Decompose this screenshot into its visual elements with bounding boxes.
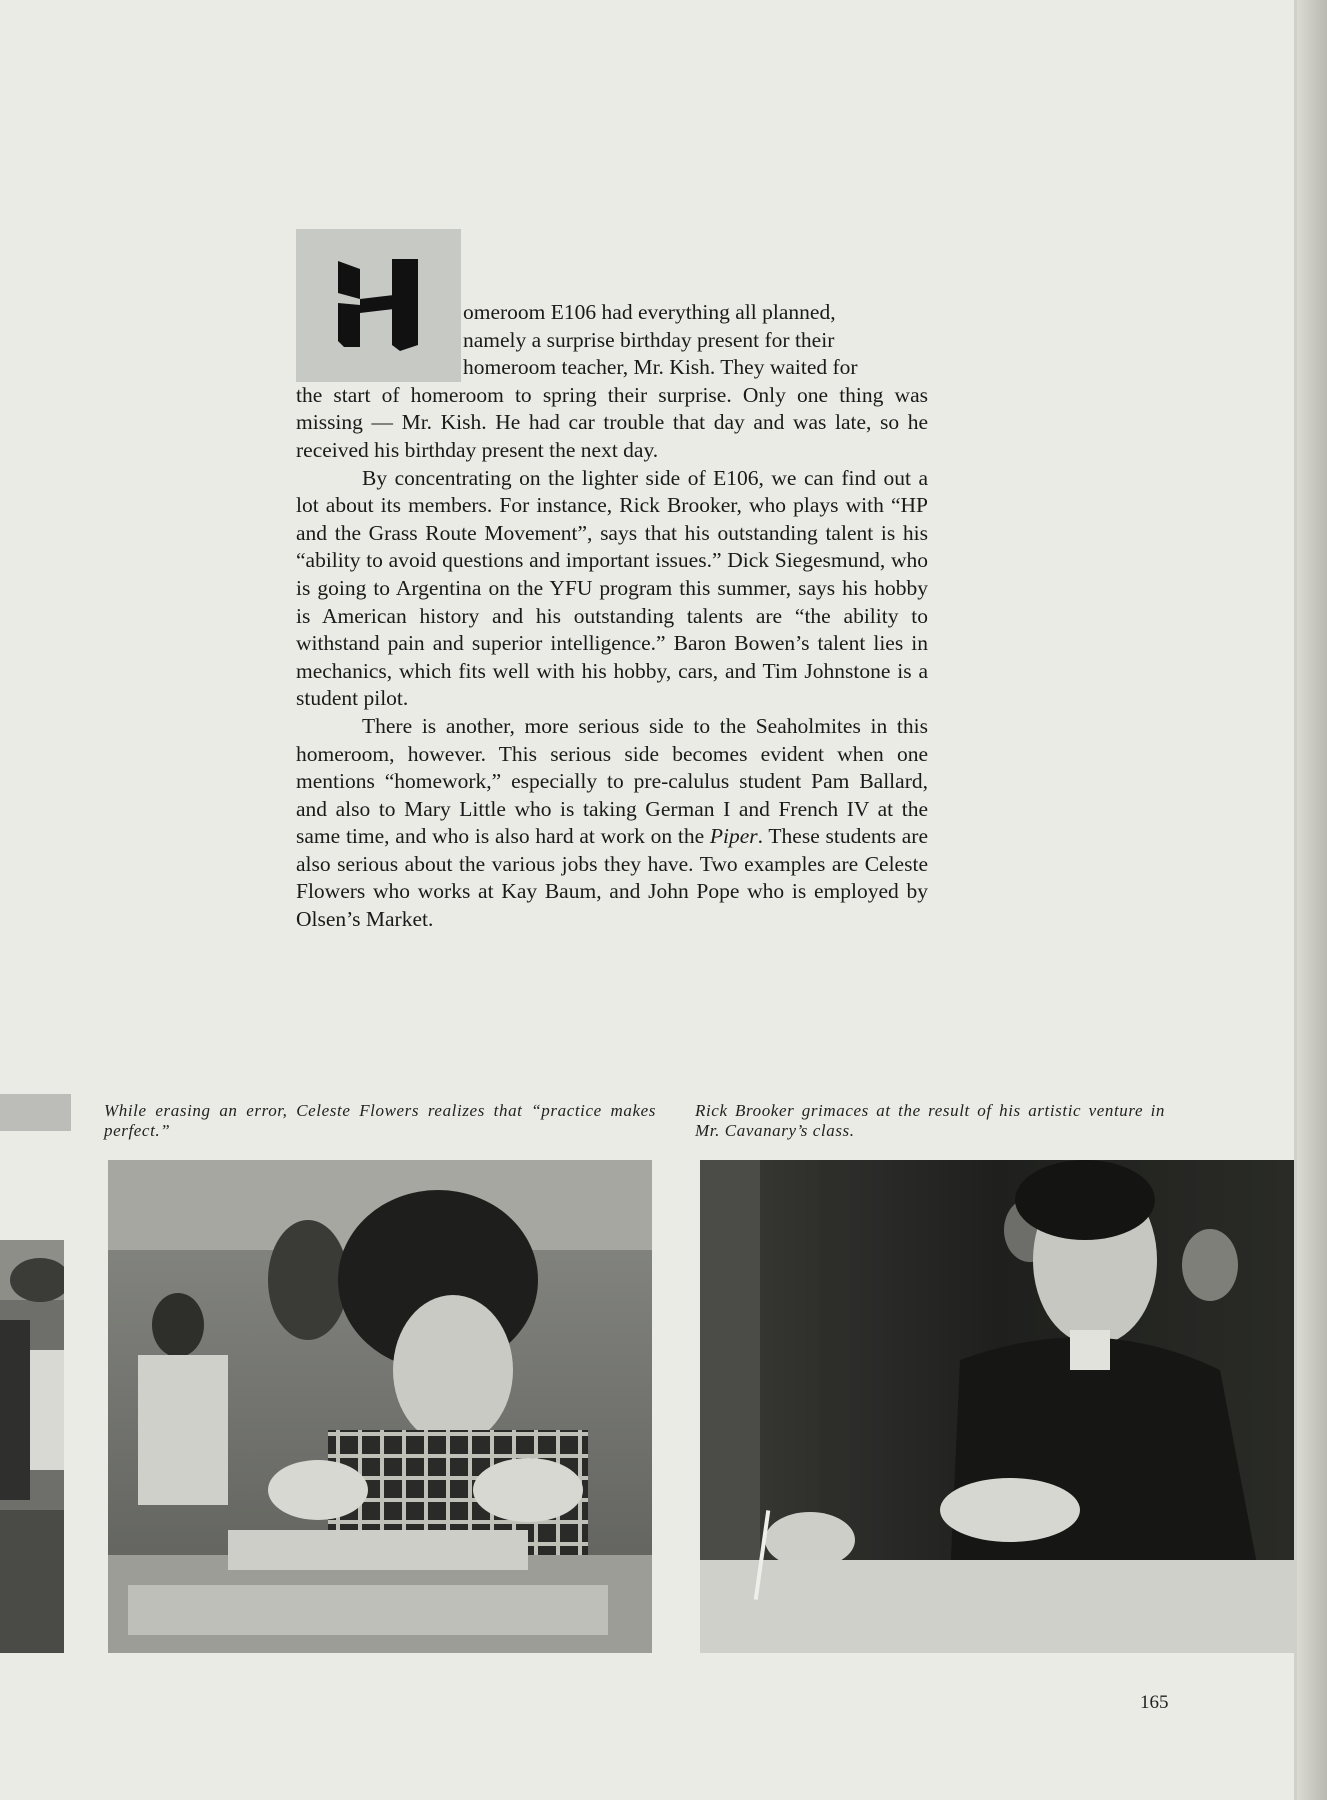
caption-left: While erasing an error, Celeste Flowers realizes that “practice makes perfect.” xyxy=(104,1101,656,1140)
article-body xyxy=(296,299,928,934)
page-number: 165 xyxy=(1140,1692,1169,1713)
lead-line-3: homeroom teacher, Mr. Kish. They waited for xyxy=(463,355,858,380)
photo-celeste-flowers xyxy=(108,1160,652,1653)
lead-line-1: omeroom E106 had everything all planned, xyxy=(463,300,836,324)
article-paragraph-3 xyxy=(296,713,928,934)
photo-edge-left xyxy=(0,1240,64,1653)
paragraph-3-text-b: . These students are also serious about the various jobs they have. Two examples are Celeste Flowers who works at Kay Baum, and John Pope who is employed by Olsen’s Market. xyxy=(296,824,928,932)
article-paragraph-1: the start of homeroom to spring their surprise. Only one thing was missing — Mr. Kish. He had car trouble that day and was late, so he received his birthday present the next day. xyxy=(296,382,928,462)
caption-right: Rick Brooker grimaces at the result of his artistic venture in Mr. Cavanary’s class. xyxy=(695,1101,1165,1140)
photo-rick-brooker xyxy=(700,1160,1294,1653)
paragraph-3-text-a: There is another, more serious side to the Seaholmites in this homeroom, however. This serious side becomes evident when one mentions “homework,” especially to pre-calulus student Pam Ballard, and also to Mary Little who is taking German I and French IV at the same time, and who is also hard at work on the xyxy=(296,713,928,849)
article-lead xyxy=(296,299,928,382)
page-edge-shadow xyxy=(1297,0,1327,1800)
gray-margin-tab xyxy=(0,1094,71,1131)
article-paragraph-2: By concentrating on the lighter side of E106, we can find out a lot about its members. For instance, Rick Brooker, who plays with “HP and the Grass Route Movement”, says that his outstanding talent is his “ability to avoid questions and important issues.” Dick Siegesmund, who is going to Argentina on the YFU program this summer, says his hobby is American history and his outstanding talents are “the ability to withstand pain and superior intelligence.” Baron Bowen’s talent lies in mechanics, which fits well with his hobby, cars, and Tim Johnstone is a student pilot. xyxy=(296,465,928,711)
piper-title: Piper xyxy=(709,824,758,849)
lead-line-2: namely a surprise birthday present for their xyxy=(463,327,835,352)
